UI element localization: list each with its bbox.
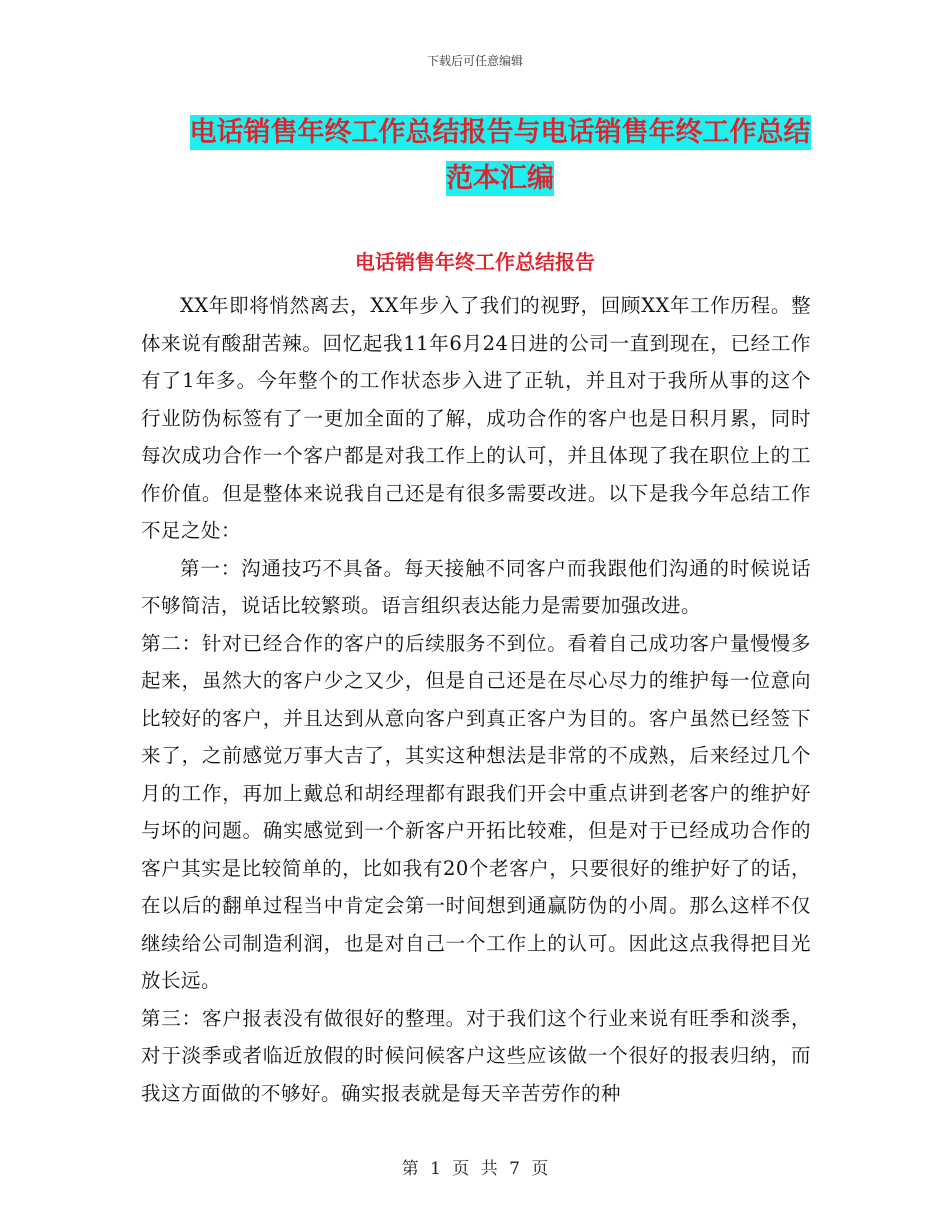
document-title — [140, 110, 860, 202]
page-header: 下载后可任意编辑 — [426, 54, 523, 68]
section-title: 电话销售年终工作总结报告 — [355, 250, 595, 274]
body-text — [141, 287, 811, 1112]
title-line-1: 电话销售年终工作总结报告与电话销售年终工作总结 — [189, 117, 811, 148]
paragraph: XX年即将悄然离去，XX年步入了我们的视野，回顾XX年工作历程。整体来说有酸甜苦辣。回忆起我11年6月24日进的公司一直到现在，已经工作有了1年多。今年整个的工作状态步入进了正轨，并且对于我所从事的这个行业防伪标签有了一更加全面的了解，成功合作的客户也是日积月累，同时每次成功合作一个客户都是对我工作上的认可，并且体现了我在职位上的工作价值。但是整体来说我自己还是有很多需要改进。以下是我今年总结工作不足之处： — [141, 294, 811, 542]
paragraph: 第一：沟通技巧不具备。每天接触不同客户而我跟他们沟通的时候说话不够简洁，说话比较繁琐。语言组织表达能力是需要加强改进。 — [141, 556, 811, 617]
paragraph: 第二：针对已经合作的客户的后续服务不到位。看着自己成功客户量慢慢多起来，虽然大的客户少之又少，但是自己还是在尽心尽力的维护每一位意向比较好的客户，并且达到从意向客户到真正客户为目的。客户虽然已经签下来了，之前感觉万事大吉了，其实这种想法是非常的不成熟，后来经过几个月的工作，再加上戴总和胡经理都有跟我们开会中重点讲到老客户的维护好与坏的问题。确实感觉到一个新客户开拓比较难，但是对于已经成功合作的客户其实是比较简单的，比如我有20个老客户，只要很好的维护好了的话，在以后的翻单过程当中肯定会第一时间想到通赢防伪的小周。那么这样不仅继续给公司制造利润，也是对自己一个工作上的认可。因此这点我得把目光放长远。 — [141, 631, 811, 992]
title-line-2: 范本汇编 — [446, 163, 554, 194]
page-number: 第 1 页 共 7 页 — [401, 1159, 549, 1179]
paragraph: 第三：客户报表没有做很好的整理。对于我们这个行业来说有旺季和淡季，对于淡季或者临近放假的时候问候客户这些应该做一个很好的报表归纳，而我这方面做的不够好。确实报表就是每天辛苦劳作的种 — [141, 1006, 811, 1105]
